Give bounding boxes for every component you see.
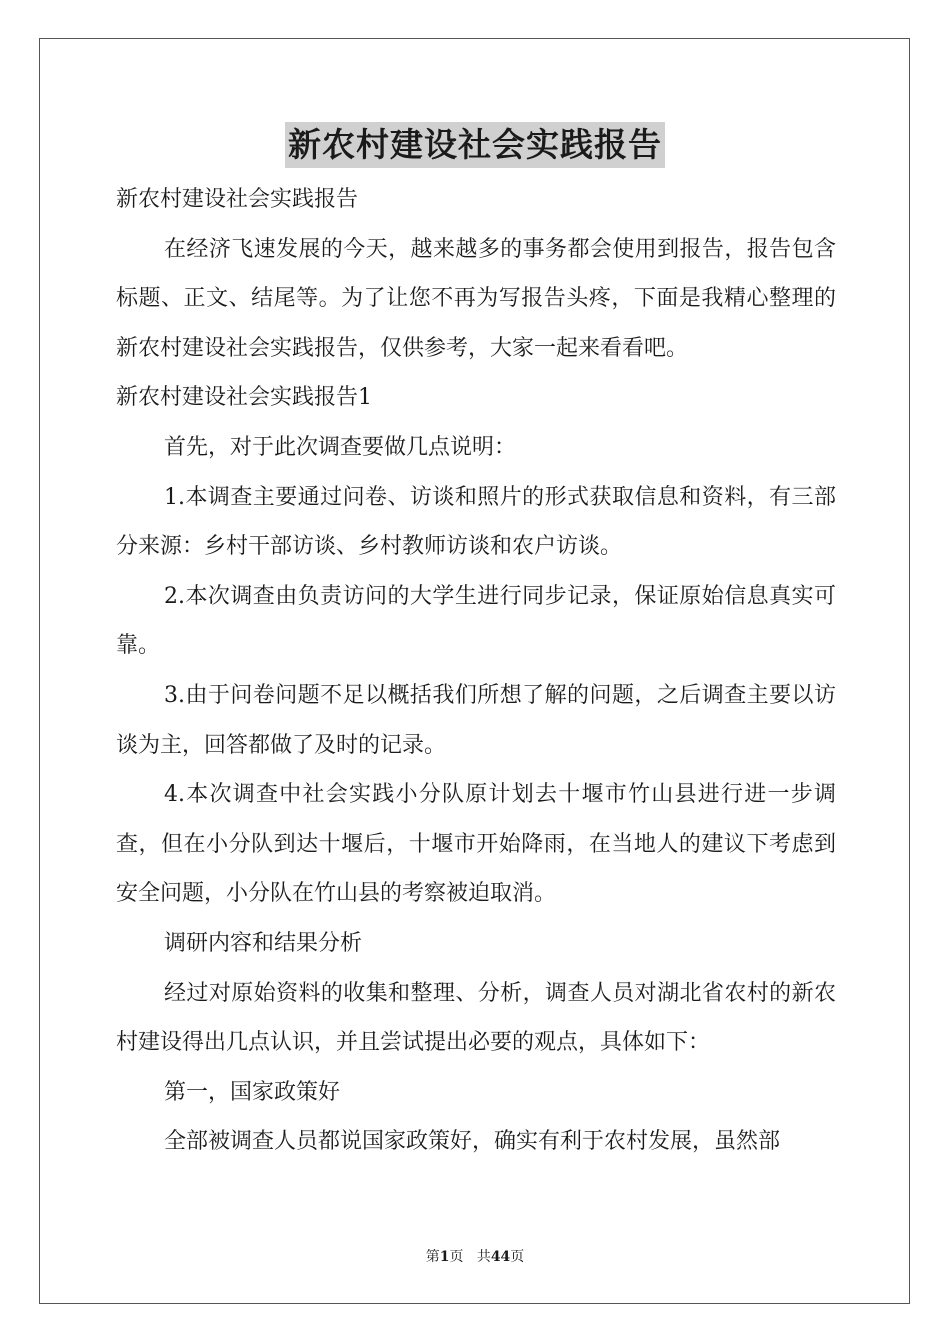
page-label-suffix: 页 [449, 1249, 464, 1265]
total-label-prefix: 共 [476, 1249, 491, 1265]
title-container [0, 122, 950, 168]
document-title: 新农村建设社会实践报告 [285, 122, 665, 168]
total-page-number: 44 [490, 1249, 511, 1265]
body-paragraph: 首先，对于此次调查要做几点说明： [164, 434, 517, 460]
body-paragraph: 2.本次调查由负责访问的大学生进行同步记录，保证原始信息真实可靠。 [116, 583, 836, 659]
body-paragraph: 第一，国家政策好 [164, 1079, 341, 1105]
body-paragraph: 3.由于问卷问题不足以概括我们所想了解的问题，之后调查主要以访谈为主，回答都做了及时的记录。 [116, 682, 836, 758]
body-paragraph: 在经济飞速发展的今天，越来越多的事务都会使用到报告，报告包含标题、正文、结尾等。为了让您不再为写报告头疼，下面是我精心整理的新农村建设社会实践报告，仅供参考，大家一起来看看吧。 [116, 236, 836, 361]
total-label-suffix: 页 [510, 1249, 525, 1265]
body-paragraph: 新农村建设社会实践报告 [116, 187, 359, 212]
body-paragraph: 4.本次调查中社会实践小分队原计划去十堰市竹山县进行进一步调查，但在小分队到达十堰后，十堰市开始降雨，在当地人的建议下考虑到安全问题，小分队在竹山县的考察被迫取消。 [116, 782, 836, 907]
document-body [116, 175, 836, 1167]
body-paragraph: 经过对原始资料的收集和整理、分析，调查人员对湖北省农村的新农村建设得出几点认识，并且尝试提出必要的观点，具体如下： [116, 980, 836, 1056]
page-footer [0, 1247, 950, 1267]
body-paragraph: 调研内容和结果分析 [164, 930, 363, 956]
page-label-prefix: 第 [425, 1249, 440, 1265]
body-paragraph: 新农村建设社会实践报告1 [116, 385, 372, 411]
body-paragraph: 1.本调查主要通过问卷、访谈和照片的形式获取信息和资料，有三部分来源：乡村干部访谈、乡村教师访谈和农户访谈。 [116, 484, 836, 560]
body-paragraph: 全部被调查人员都说国家政策好，确实有利于农村发展，虽然部 [164, 1129, 781, 1155]
current-page-number: 1 [439, 1249, 450, 1265]
